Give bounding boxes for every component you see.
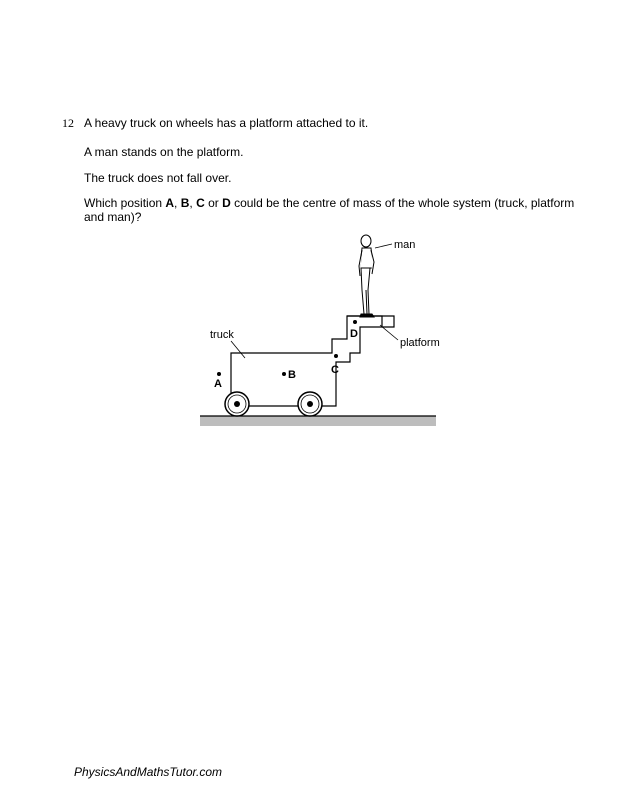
point-d-dot xyxy=(353,320,357,324)
wheel-right xyxy=(298,392,322,416)
separator-2: , xyxy=(189,196,197,210)
question-line-1: A heavy truck on wheels has a platform attached to it. xyxy=(84,116,369,130)
question-line-2: A man stands on the platform. xyxy=(84,145,244,159)
question-number: 12 xyxy=(62,116,74,130)
option-d-label: D xyxy=(222,196,231,210)
option-a-label: A xyxy=(165,196,175,210)
ground xyxy=(200,416,436,426)
label-point-c: C xyxy=(331,364,339,376)
label-point-a: A xyxy=(214,378,222,390)
label-platform: platform xyxy=(400,337,440,349)
question-prompt-end: could be the centre of mass of the whole system (truck, platform and man)? xyxy=(84,196,575,224)
separator-1: , xyxy=(174,196,181,210)
wheel-left xyxy=(225,392,249,416)
footer-source: PhysicsAndMathsTutor.com xyxy=(74,765,223,779)
man-leader-line xyxy=(375,244,392,248)
or-text: or xyxy=(204,196,223,210)
question-prompt-start: Which position xyxy=(84,196,166,210)
label-point-b: B xyxy=(288,369,296,381)
label-man: man xyxy=(394,239,416,251)
man-figure xyxy=(359,235,374,317)
question-line-3: The truck does not fall over. xyxy=(84,171,232,185)
label-truck: truck xyxy=(210,329,234,341)
option-c-label: C xyxy=(196,196,205,210)
label-point-d: D xyxy=(350,328,358,340)
point-a-dot xyxy=(217,372,221,376)
option-b-label: B xyxy=(180,196,190,210)
point-b-dot xyxy=(282,372,286,376)
point-c-dot xyxy=(334,354,338,358)
